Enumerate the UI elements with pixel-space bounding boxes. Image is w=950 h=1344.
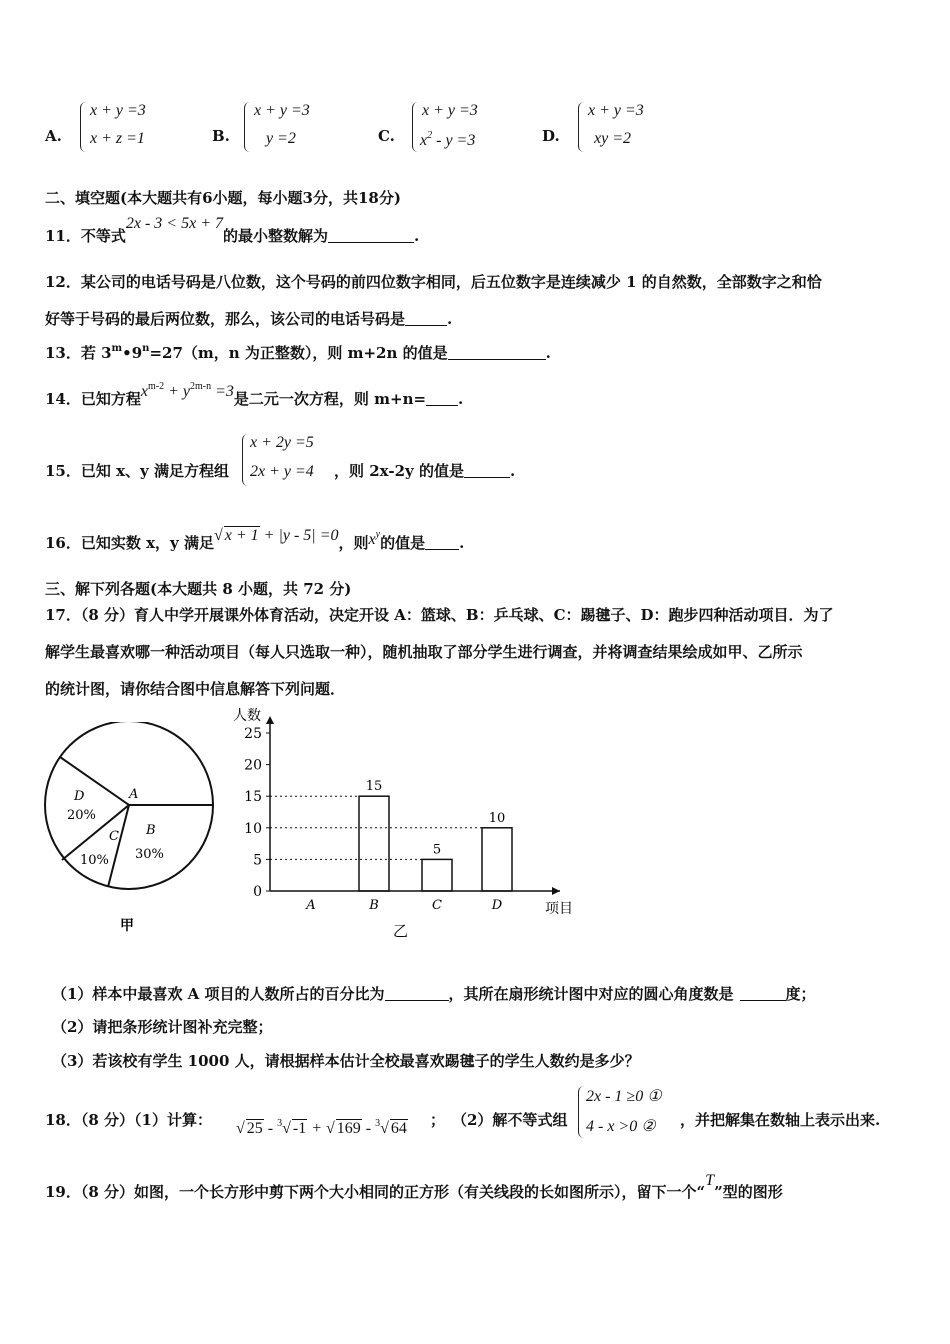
question-19: 19．（8 分）如图，一个长方形中剪下两个大小相同的正方形（有关线段的长如图所示），留下一个“T”型的图形 xyxy=(45,1172,783,1201)
option-letter: D. xyxy=(542,127,560,145)
equation: x + 2y =5 xyxy=(250,434,314,451)
equation: x + y =3 xyxy=(422,102,478,119)
x-tick-label: B xyxy=(369,898,379,913)
section-heading: 二、填空题(本大题共有6小题，每小题3分，共18分) xyxy=(45,189,401,207)
bar-chart xyxy=(225,702,595,942)
question-11: 11．不等式2x - 3 < 5x + 7的最小整数解为 . xyxy=(45,215,420,245)
system-brace xyxy=(578,102,585,152)
pie-percent-c: 10% xyxy=(80,853,109,868)
equation: x + y =3 xyxy=(90,102,146,119)
y-axis-label: 人数 xyxy=(233,708,261,724)
question-17-sub2: （2）请把条形统计图补充完整； xyxy=(52,1018,273,1036)
bar xyxy=(422,859,452,891)
question-18-suffix: ，并把解集在数轴上表示出来. xyxy=(680,1111,881,1129)
system-brace xyxy=(80,102,87,152)
bar xyxy=(359,796,389,891)
question-15-suffix: ，则 2x-2y 的值是 . xyxy=(334,462,516,480)
pie-divider xyxy=(108,805,129,887)
question-16: 16．已知实数 x，y 满足√ x + 1 + |y - 5| =0，则$x^y$的值是 . xyxy=(45,527,465,552)
bar-value-label: 10 xyxy=(488,810,506,826)
question-18-part2: （2）解不等式组 xyxy=(452,1111,568,1129)
question-18-semicolon: ； xyxy=(430,1111,446,1129)
pie-divider xyxy=(60,757,129,805)
x-axis-label: 项目 xyxy=(545,901,573,917)
inequality: 4 - x >0 ② xyxy=(586,1118,656,1135)
y-tick-label: 5 xyxy=(253,852,262,869)
question-17-line2: 解学生最喜欢哪一种活动项目（每人只选取一种），随机抽取了部分学生进行调查，并将调查结果绘成如甲、乙所示 xyxy=(45,643,803,661)
pie-caption: 甲 xyxy=(120,918,134,934)
bar-chart-caption: 乙 xyxy=(393,922,409,940)
pie-label-b: B xyxy=(146,823,156,838)
question-13: 13．若 $3^m•9^n=27(m$，n 为正整数），则 m+2n 的值是 . xyxy=(45,343,551,362)
option-letter: B. xyxy=(212,127,230,145)
question-12-line2: 好等于号码的最后两位数，那么，该公司的电话号码是 . xyxy=(45,310,453,328)
equation: xy =2 xyxy=(594,130,631,147)
pie-percent-d: 20% xyxy=(67,808,96,823)
question-17-line3: 的统计图，请你结合图中信息解答下列问题． xyxy=(45,680,346,698)
pie-percent-b: 30% xyxy=(135,847,164,862)
pie-chart xyxy=(40,722,225,937)
option-letter: A. xyxy=(45,127,62,145)
bar-value-label: 15 xyxy=(365,779,383,795)
option-letter: C. xyxy=(378,127,395,145)
system-brace xyxy=(578,1086,585,1138)
y-tick-label: 10 xyxy=(244,820,262,837)
question-18-prefix: 18．（8 分）（1）计算： xyxy=(45,1111,212,1129)
equation: y =2 xyxy=(266,130,296,147)
question-18-expression: √ 25 - $^3$√ -1 + √ 169 - $^3$√ 64 xyxy=(236,1118,407,1137)
equation: $x^2 - y =3$ xyxy=(420,130,476,149)
system-brace xyxy=(242,434,249,486)
question-17-sub1: （1）样本中最喜欢 A 项目的人数所占的百分比为 ，其所在扇形统计图中对应的圆心角度数是 度； xyxy=(52,985,816,1003)
inequality: 2x - 1 ≥0 ① xyxy=(586,1088,662,1105)
pie-label-d: D xyxy=(74,789,85,804)
equation: x + y =3 xyxy=(588,102,644,119)
y-tick-label: 20 xyxy=(244,757,262,774)
system-brace xyxy=(412,102,419,152)
pie-label-a: A xyxy=(129,787,139,802)
bar-value-label: 5 xyxy=(432,842,442,858)
question-15-prefix: 15．已知 x、y 满足方程组 xyxy=(45,462,229,480)
system-brace xyxy=(244,102,251,152)
x-tick-label: C xyxy=(432,898,442,913)
y-tick-label: 15 xyxy=(244,789,262,806)
x-tick-label: A xyxy=(306,898,316,913)
question-12-line1: 12．某公司的电话号码是八位数，这个号码的前四位数字相同，后五位数字是连续减少 1 的自然数，全部数字之和恰 xyxy=(45,273,822,291)
bar xyxy=(482,828,512,891)
x-axis-arrow xyxy=(552,887,560,895)
y-tick-label: 25 xyxy=(244,726,262,742)
equation: x + z =1 xyxy=(90,130,145,147)
question-14: 14．已知方程$x^{m-2} + y^{2m-n} =3$是二元一次方程，则 m+n= . xyxy=(45,381,464,408)
section-heading: 三、解下列各题(本大题共 8 小题，共 72 分) xyxy=(45,580,352,598)
y-tick-label: 0 xyxy=(253,884,262,900)
question-17-line1: 17．（8 分）育人中学开展课外体育活动，决定开设 A：篮球、B：乒乓球、C：踢毽子、D：跑步四种活动项目．为了 xyxy=(45,606,834,624)
equation: 2x + y =4 xyxy=(250,463,314,480)
equation: x + y =3 xyxy=(254,102,310,119)
question-17-sub3: （3）若该校有学生 1000 人，请根据样本估计全校最喜欢踢毽子的学生人数约是多少？ xyxy=(52,1052,640,1070)
x-tick-label: D xyxy=(491,898,503,913)
y-axis-arrow xyxy=(266,716,274,724)
pie-label-c: C xyxy=(109,829,119,844)
